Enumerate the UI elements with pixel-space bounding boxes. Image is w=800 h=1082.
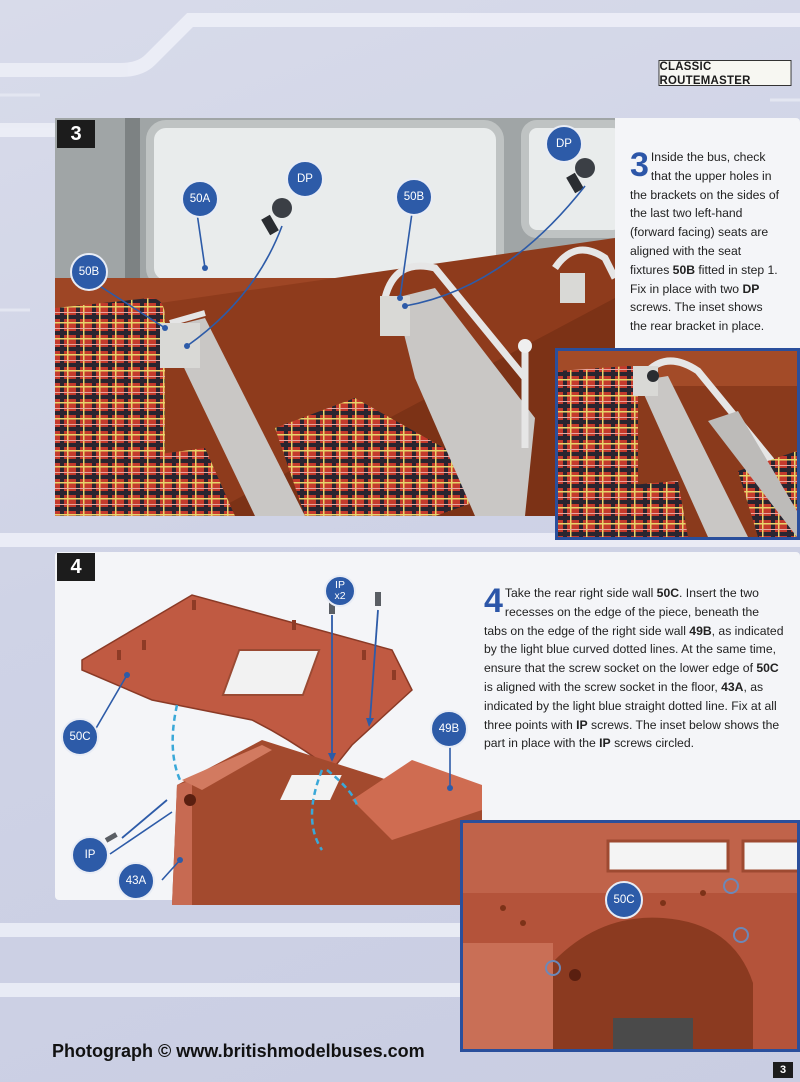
callout-ip-x2: IP x2 xyxy=(324,575,356,607)
step-number-4: 4 xyxy=(57,553,95,581)
photo-credit: Photograph © www.britishmodelbuses.com xyxy=(52,1041,425,1061)
callout-ip: IP xyxy=(71,836,109,874)
step3-screw-ref: DP xyxy=(742,281,760,296)
step4-part-ref-50c-2: 50C xyxy=(756,661,779,676)
callout-49b: 49B xyxy=(430,710,468,748)
step4-part-ref-49b: 49B xyxy=(689,623,712,638)
step4-screw-ref-2: IP xyxy=(599,736,611,751)
step4-part-ref-43a: 43A xyxy=(721,679,744,694)
callout-50c: 50C xyxy=(61,718,99,756)
step4-text-c: , as indicated by the light blue curved dotted lines. At the same time, ensure that the screw socket on the lower edge of xyxy=(484,623,784,676)
step4-photo xyxy=(62,560,482,905)
callout-50a: 50A xyxy=(181,180,219,218)
step4-text-b: . Insert the two recesses on the edge of the piece, beneath the tabs on the edge of the right side wall xyxy=(484,586,760,638)
step3-inset-photo xyxy=(555,348,800,540)
callout-50b-2: 50B xyxy=(70,253,108,291)
step4-inset-photo xyxy=(460,820,800,1052)
step4-part-ref-50c: 50C xyxy=(656,586,680,600)
callout-dp-1: DP xyxy=(286,160,324,198)
callout-43a: 43A xyxy=(117,862,155,900)
step4-screw-ref: IP xyxy=(576,717,588,732)
callout-50b-1: 50B xyxy=(395,178,433,216)
step4-text-a: Take the rear right side wall xyxy=(504,586,657,600)
step-number-3: 3 xyxy=(57,120,95,148)
step3-part-ref: 50B xyxy=(672,262,696,277)
step3-drop-cap: 3 xyxy=(630,146,649,184)
page-number: 3 xyxy=(773,1062,793,1078)
step4-text-f: screws. The inset below shows the part in place with the xyxy=(484,717,780,751)
callout-50c-inset: 50C xyxy=(605,881,643,919)
step4-drop-cap: 4 xyxy=(484,582,503,620)
step4-instructions xyxy=(484,584,784,753)
step3-text-b: fitted in step 1. Fix in place with two xyxy=(630,262,778,296)
step4-text-d: is aligned with the screw socket in the floor, xyxy=(484,679,722,694)
series-title-badge: CLASSIC ROUTEMASTER xyxy=(659,60,792,86)
callout-dp-2: DP xyxy=(545,125,583,163)
step3-instructions xyxy=(630,148,780,336)
step3-text-a: Inside the bus, check that the upper holes in the brackets on the sides of the last two left-hand (forward facing) seats are aligned with the seat fixtures xyxy=(630,150,780,277)
step3-photo xyxy=(55,118,615,516)
step4-text-e: , as indicated by the light blue straight dotted line. Fix at all three points with xyxy=(484,679,777,732)
step3-text-c: screws. The inset shows the rear bracket in place. xyxy=(630,300,765,334)
step4-text-g: screws circled. xyxy=(610,736,694,751)
